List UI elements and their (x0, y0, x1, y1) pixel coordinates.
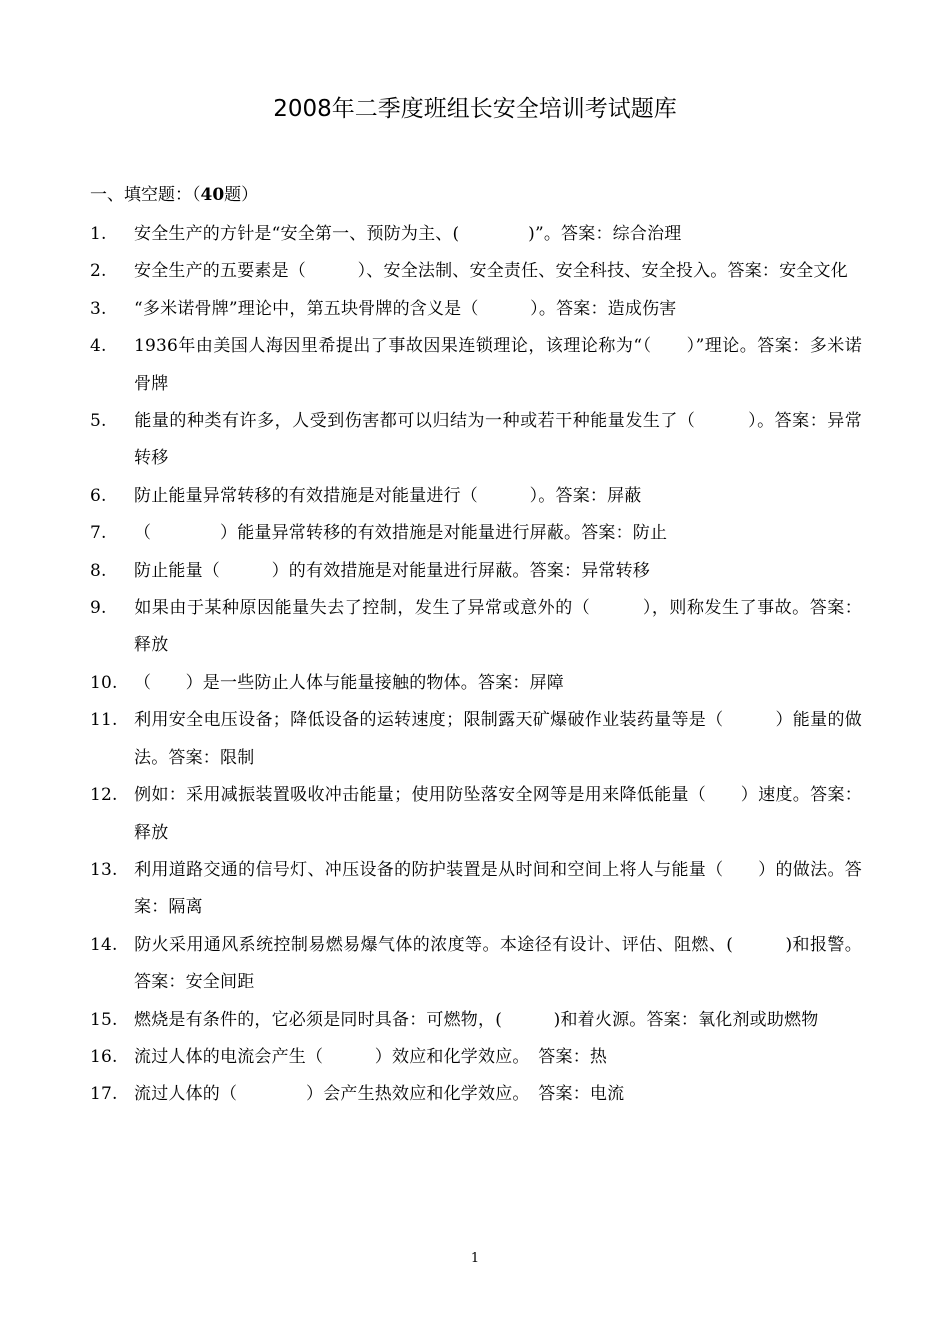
question-text: （ ）是一些防止人体与能量接触的物体。答案：屏障 (134, 672, 564, 693)
question-number: 9. (90, 598, 107, 619)
question-number: 5. (90, 411, 107, 432)
page-number: 1 (470, 1251, 480, 1266)
question-text: 如果由于某种原因能量失去了控制，发生了异常或意外的（ ），则称发生了事故。答案：释放 (134, 598, 862, 656)
question-number: 17. (90, 1084, 118, 1105)
question-text: 防火采用通风系统控制易燃易爆气体的浓度等。本途径有设计、评估、阻燃、( )和报警。答案：安全间距 (134, 934, 862, 993)
question-number: 14. (90, 934, 118, 955)
question-list (90, 216, 862, 1114)
question-number: 1. (90, 224, 107, 244)
question-number: 10. (90, 672, 118, 693)
question-number: 13. (90, 859, 118, 880)
section-heading-suffix: 题） (224, 185, 259, 205)
section-question-count: 40 (200, 185, 225, 205)
question-number: 16. (90, 1046, 118, 1067)
question-item (90, 927, 862, 1002)
question-number: 12. (90, 785, 118, 806)
question-item (90, 665, 862, 702)
question-item (90, 515, 862, 552)
question-item (90, 328, 862, 403)
question-text: 流过人体的电流会产生（ ）效应和化学效应。 答案：热 (134, 1046, 608, 1067)
question-text: 流过人体的（ ）会产生热效应和化学效应。 答案：电流 (134, 1084, 625, 1105)
question-text: 利用安全电压设备；降低设备的运转速度；限制露天矿爆破作业装药量等是（ ）能量的做法。答案：限制 (134, 710, 862, 768)
question-item (90, 852, 862, 927)
question-text: 燃烧是有条件的，它必须是同时具备：可燃物，( )和着火源。答案：氧化剂或助燃物 (134, 1009, 819, 1030)
question-number: 6. (90, 485, 107, 506)
question-item (90, 253, 862, 290)
question-text: 例如：采用减振装置吸收冲击能量；使用防坠落安全网等是用来降低能量（ ）速度。答案：释放 (134, 785, 862, 843)
question-text: 防止能量异常转移的有效措施是对能量进行（ ）。答案：屏蔽 (134, 485, 642, 506)
question-text: “多米诺骨牌”理论中，第五块骨牌的含义是（ ）。答案：造成伤害 (134, 298, 677, 319)
question-item (90, 1002, 862, 1039)
section-heading-prefix: 一、填空题：（ (90, 185, 201, 205)
question-item (90, 702, 862, 777)
question-item (90, 478, 862, 515)
question-number: 15. (90, 1009, 118, 1030)
question-number: 8. (90, 560, 107, 581)
question-item (90, 1076, 862, 1113)
question-text: 能量的种类有许多，人受到伤害都可以归结为一种或若干种能量发生了（ ）。答案：异常转移 (134, 411, 862, 469)
question-text: 安全生产的方针是“安全第一、预防为主、( )”。答案：综合治理 (134, 224, 682, 244)
question-item (90, 403, 862, 478)
question-text: 1936年由美国人海因里希提出了事故因果连锁理论，该理论称为“（ ）”理论。答案：多米诺骨牌 (134, 336, 862, 394)
question-number: 3. (90, 298, 107, 319)
question-item (90, 590, 862, 665)
question-item (90, 291, 862, 328)
question-item (90, 216, 862, 253)
section-heading (90, 180, 258, 210)
question-number: 11. (90, 710, 118, 731)
document-title: 2008年二季度班组长安全培训考试题库 (273, 96, 677, 122)
question-item (90, 1039, 862, 1076)
question-text: 安全生产的五要素是（ ）、安全法制、安全责任、安全科技、安全投入。答案：安全文化 (134, 261, 848, 282)
question-text: （ ）能量异常转移的有效措施是对能量进行屏蔽。答案：防止 (134, 523, 668, 544)
question-item (90, 777, 862, 852)
question-item (90, 553, 862, 590)
question-number: 2. (90, 261, 107, 282)
question-number: 4. (90, 336, 107, 357)
question-text: 防止能量（ ）的有效措施是对能量进行屏蔽。答案：异常转移 (134, 560, 650, 581)
question-number: 7. (90, 523, 107, 544)
question-text: 利用道路交通的信号灯、冲压设备的防护装置是从时间和空间上将人与能量（ ）的做法。答案：隔离 (134, 859, 862, 918)
